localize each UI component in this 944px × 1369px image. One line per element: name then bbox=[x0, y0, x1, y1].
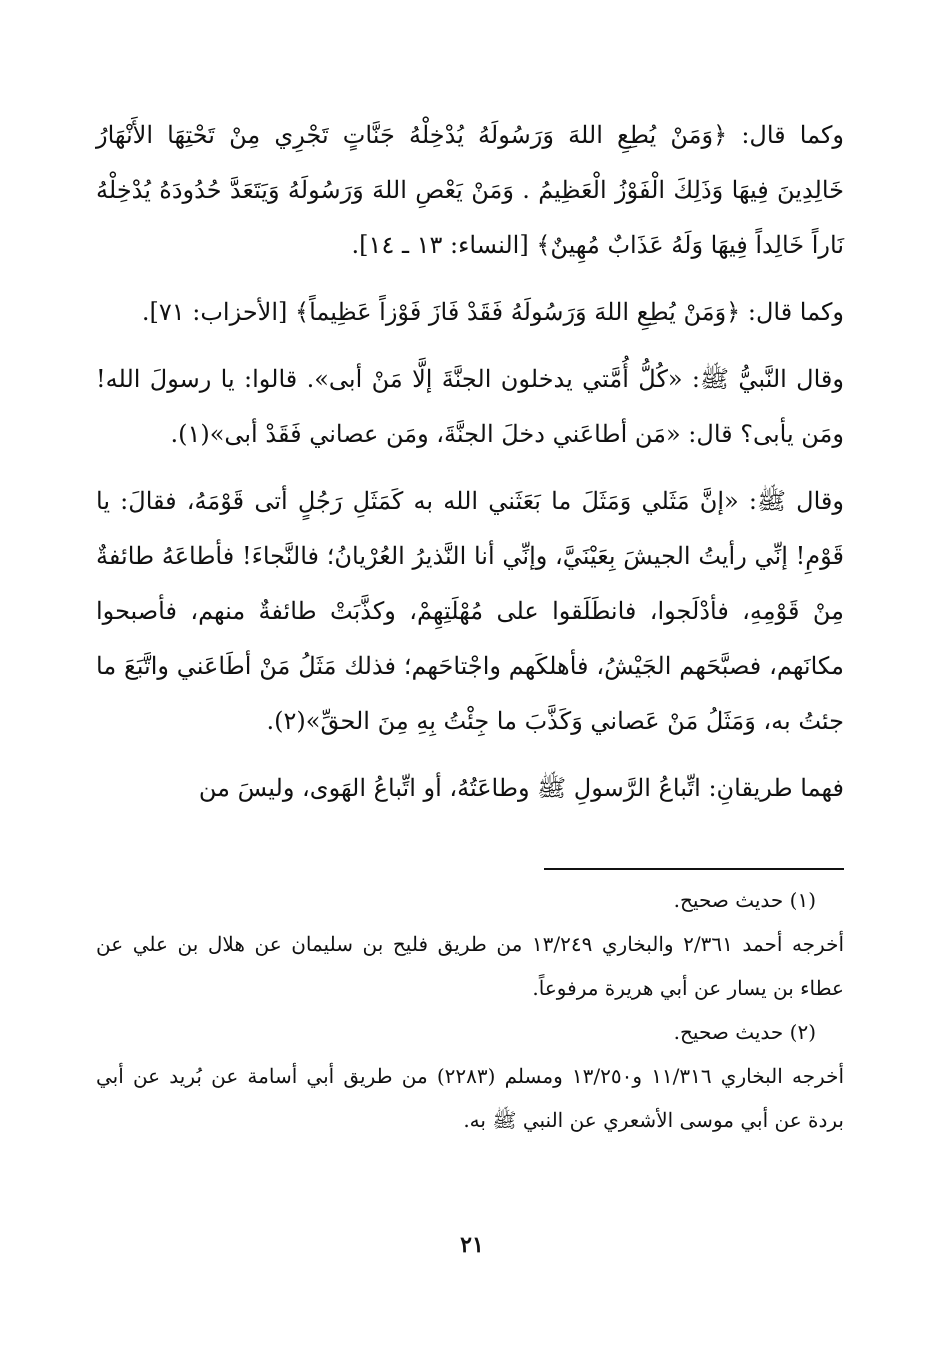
body-paragraph: وقال النَّبيُّ ﷺ: «كُلُّ أُمَّتي يدخلون الجنَّةَ إلَّا مَنْ أبى». قالوا: يا رسولَ الله! ومَن يأبى؟ قال: «مَن أطاعَني دخلَ الجنَّةَ، ومَن عصاني فَقَدْ أبى»(١). bbox=[96, 365, 844, 448]
footnote-label: (١) حديث صحيح. bbox=[673, 888, 816, 912]
body-paragraph: وقال ﷺ: «إنَّ مَثَلي وَمَثَلَ ما بَعَثَني الله به كَمَثَلِ رَجُلٍ أتى قَوْمَهُ، فقالَ: يا قَوْمِ! إنِّي رأيتُ الجيشَ بِعَيْنَيَّ، وإنِّي أنا النَّذيرُ العُرْيانُ؛ فالنَّجاءَ! فأطاعَهُ طائفةٌ مِنْ قَوْمِهِ، فأدْلَجوا، فانطَلَقوا على مُهْلَتِهِمْ، وكذَّبَتْ طائفةٌ منهم، فأصبحوا مكانَهم، فصبَّحَهم الجَيْشُ، فأهلكَهم واجْتاحَهم؛ فذلك مَثَلُ مَنْ أطَاعَني واتَّبَعَ ما جئتُ به، وَمَثَلُ مَنْ عَصاني وَكَذَّبَ ما جِئْتُ بِهِ مِنَ الحقِّ»(٢). bbox=[96, 487, 844, 735]
page-number: ٢١ bbox=[460, 1232, 484, 1258]
body-paragraph: وكما قال: ﴿وَمَنْ يُطِعِ اللهَ وَرَسُولَهُ فَقَدْ فَازَ فَوْزاً عَظِيماً﴾ [الأحزاب: ٧١]. bbox=[141, 298, 844, 326]
footnote-text: أخرجه أحمد ٢/٣٦١ والبخاري ١٣/٢٤٩ من طريق فليح بن سليمان عن هلال بن علي عن عطاء بن يسار عن أبي هريرة مرفوعاً. bbox=[96, 932, 845, 1000]
footnote-separator bbox=[544, 868, 844, 870]
footnote-label: (٢) حديث صحيح. bbox=[673, 1020, 816, 1044]
footnote-separator-wrap bbox=[96, 828, 844, 878]
body-paragraph: فهما طريقانِ: اتِّباعُ الرَّسولِ ﷺ وطاعَتُهُ، أو اتِّباعُ الهَوى، وليسَ من bbox=[198, 774, 844, 802]
footnote-text: أخرجه البخاري ١١/٣١٦ و١٣/٢٥٠ ومسلم (٢٢٨٣) من طريق أبي أسامة عن بُريد عن أبي بردة عن أبي موسى الأشعري عن النبي ﷺ به. bbox=[96, 1064, 845, 1132]
body-paragraph: وكما قال: ﴿وَمَنْ يُطِعِ اللهَ وَرَسُولَهُ يُدْخِلْهُ جَنَّاتٍ تَجْرِي مِنْ تَحْتِهَا الأَنْهَارُ خَالِدِينَ فِيهَا وَذَلِكَ الْفَوْزُ الْعَظِيمُ . وَمَنْ يَعْصِ اللهَ وَرَسُولَهُ وَيَتَعَدَّ حُدُودَهُ يُدْخِلْهُ نَاراً خَالِداً فِيهَا وَلَهُ عَذَابٌ مُهِينٌ﴾ [النساء: ١٣ ـ ١٤]. bbox=[96, 121, 844, 259]
page-content bbox=[96, 108, 844, 1142]
footnotes bbox=[96, 878, 844, 1142]
